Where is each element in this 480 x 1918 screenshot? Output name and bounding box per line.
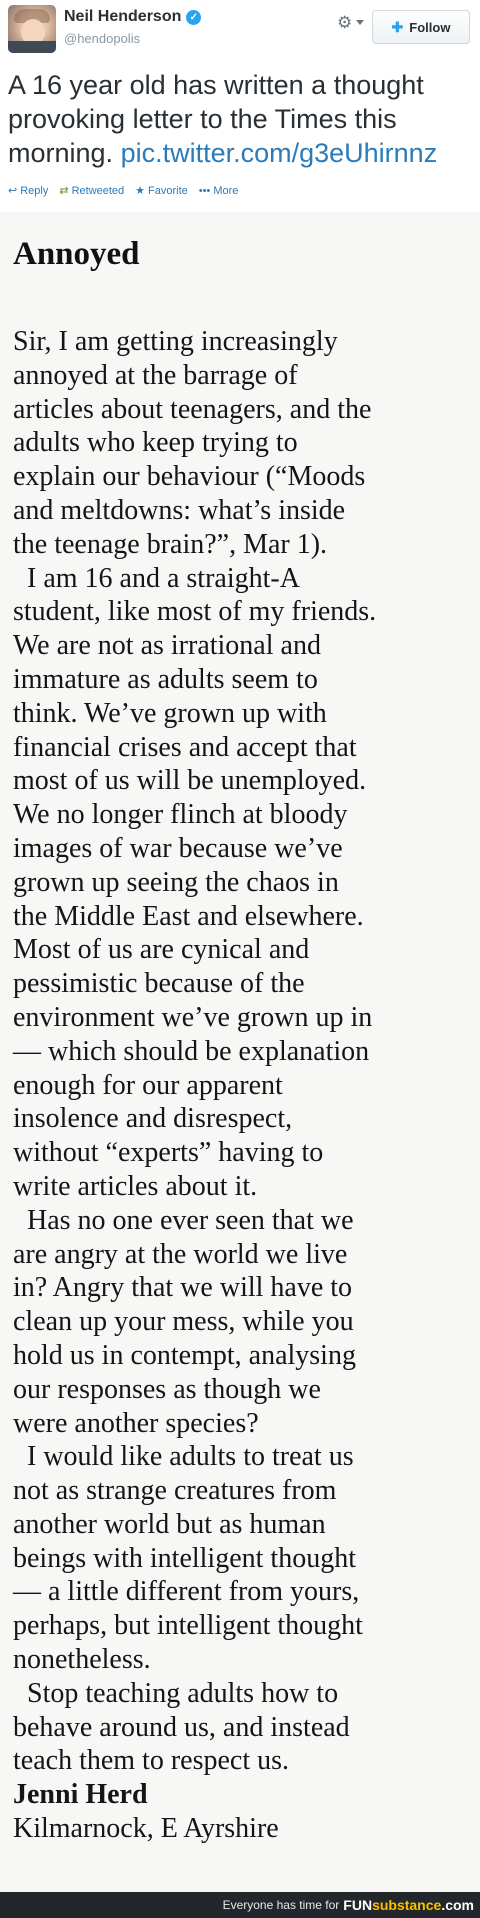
letter-line: environment we’ve grown up in xyxy=(13,1001,373,1033)
tweet-card xyxy=(0,0,480,205)
watermark-logo[interactable] xyxy=(343,1897,474,1913)
tweet-actions xyxy=(8,184,238,197)
letter-line: Stop teaching adults how to xyxy=(13,1677,339,1709)
letter-line: and meltdowns: what’s inside xyxy=(13,494,346,526)
verified-badge-icon: ✓ xyxy=(186,10,201,25)
add-user-icon: ✚ xyxy=(391,18,404,35)
favorite-action[interactable] xyxy=(135,184,188,197)
letter-line: — a little different from yours, xyxy=(13,1576,360,1608)
letter-line: another world but as human xyxy=(13,1508,326,1540)
letter-line: financial crises and accept that xyxy=(13,731,357,763)
letter-line: hold us in contempt, analysing xyxy=(13,1339,356,1371)
letter-line: adults who keep trying to xyxy=(13,427,298,459)
letter-line: Most of us are cynical and xyxy=(13,934,310,966)
letter-line: — which should be explanation xyxy=(13,1035,370,1067)
follow-label: Follow xyxy=(409,19,451,35)
letter-line: think. We’ve grown up with xyxy=(13,697,327,729)
gear-icon[interactable]: ⚙ xyxy=(337,13,353,32)
letter-line: immature as adults seem to xyxy=(13,663,318,695)
watermark-tagline: Everyone has time for xyxy=(222,1898,340,1912)
tweet-media-link[interactable]: pic.twitter.com/g3eUhirnnz xyxy=(120,138,438,168)
avatar-shirt xyxy=(8,41,56,53)
letter-line: were another species? xyxy=(13,1407,259,1439)
author-row xyxy=(64,8,201,26)
letter-line: perhaps, but intelligent thought xyxy=(13,1610,363,1642)
tweet-text xyxy=(8,68,473,170)
clipping-headline: Annoyed xyxy=(13,236,140,272)
ellipsis-icon: ••• xyxy=(198,184,211,197)
letter-body xyxy=(13,325,473,1846)
letter-line: not as strange creatures from xyxy=(13,1475,337,1507)
watermark-brand-tld: .com xyxy=(441,1897,474,1913)
letter-line: explain our behaviour (“Moods xyxy=(13,461,366,493)
signature-place: Kilmarnock, E Ayrshire xyxy=(13,1813,279,1845)
retweet-label: Retweeted xyxy=(71,184,125,197)
newspaper-clipping[interactable] xyxy=(0,212,480,1892)
retweet-action[interactable] xyxy=(59,184,124,197)
letter-line: grown up seeing the chaos in xyxy=(13,866,339,898)
letter-line: I am 16 and a straight-A xyxy=(13,562,300,594)
letter-line: Has no one ever seen that we xyxy=(13,1204,354,1236)
letter-line: teach them to respect us. xyxy=(13,1745,290,1777)
signature-name: Jenni Herd xyxy=(13,1779,148,1811)
letter-line: in? Angry that we will have to xyxy=(13,1272,353,1304)
tweet-text-body: A 16 year old has written a thought provoking letter to the Times this morning. xyxy=(8,70,424,168)
letter-line: the Middle East and elsewhere. xyxy=(13,900,364,932)
watermark-bar xyxy=(0,1892,480,1918)
letter-line: enough for our apparent xyxy=(13,1069,283,1101)
letter-line: annoyed at the barrage of xyxy=(13,359,298,391)
letter-line: nonetheless. xyxy=(13,1644,151,1676)
favorite-label: Favorite xyxy=(148,184,188,197)
more-label: More xyxy=(213,184,239,197)
letter-line: insolence and disrespect, xyxy=(13,1103,293,1135)
reply-action[interactable] xyxy=(8,184,48,197)
retweet-icon: ⇄ xyxy=(59,185,69,197)
letter-line: images of war because we’ve xyxy=(13,832,343,864)
letter-line: We are not as irrational and xyxy=(13,630,321,662)
watermark-brand-fun: FUN xyxy=(343,1897,373,1913)
letter-line: I would like adults to treat us xyxy=(13,1441,354,1473)
star-icon: ★ xyxy=(135,185,146,197)
letter-line: most of us will be unemployed. xyxy=(13,765,367,797)
follow-button[interactable] xyxy=(372,10,470,44)
letter-line: the teenage brain?”, Mar 1). xyxy=(13,528,328,560)
letter-line: write articles about it. xyxy=(13,1170,258,1202)
letter-line: without “experts” having to xyxy=(13,1137,324,1169)
more-action[interactable] xyxy=(199,184,239,197)
letter-line: behave around us, and instead xyxy=(13,1711,350,1743)
letter-line: student, like most of my friends. xyxy=(13,596,377,628)
letter-line: articles about teenagers, and the xyxy=(13,393,372,425)
letter-line: clean up your mess, while you xyxy=(13,1306,354,1338)
reply-arrow-icon: ↩ xyxy=(8,185,18,197)
letter-line: are angry at the world we live xyxy=(13,1238,348,1270)
author-handle[interactable]: @hendopolis xyxy=(64,31,141,46)
letter-line: our responses as though we xyxy=(13,1373,321,1405)
letter-line: We no longer flinch at bloody xyxy=(13,799,348,831)
avatar[interactable] xyxy=(8,5,56,53)
letter-line: beings with intelligent thought xyxy=(13,1542,356,1574)
chevron-down-icon[interactable] xyxy=(356,20,364,25)
letter-line: Sir, I am getting increasingly xyxy=(13,326,338,357)
author-name[interactable]: Neil Henderson xyxy=(64,8,182,25)
reply-label: Reply xyxy=(20,184,49,197)
letter-line: pessimistic because of the xyxy=(13,968,305,1000)
watermark-brand-sub: substance xyxy=(372,1897,442,1913)
